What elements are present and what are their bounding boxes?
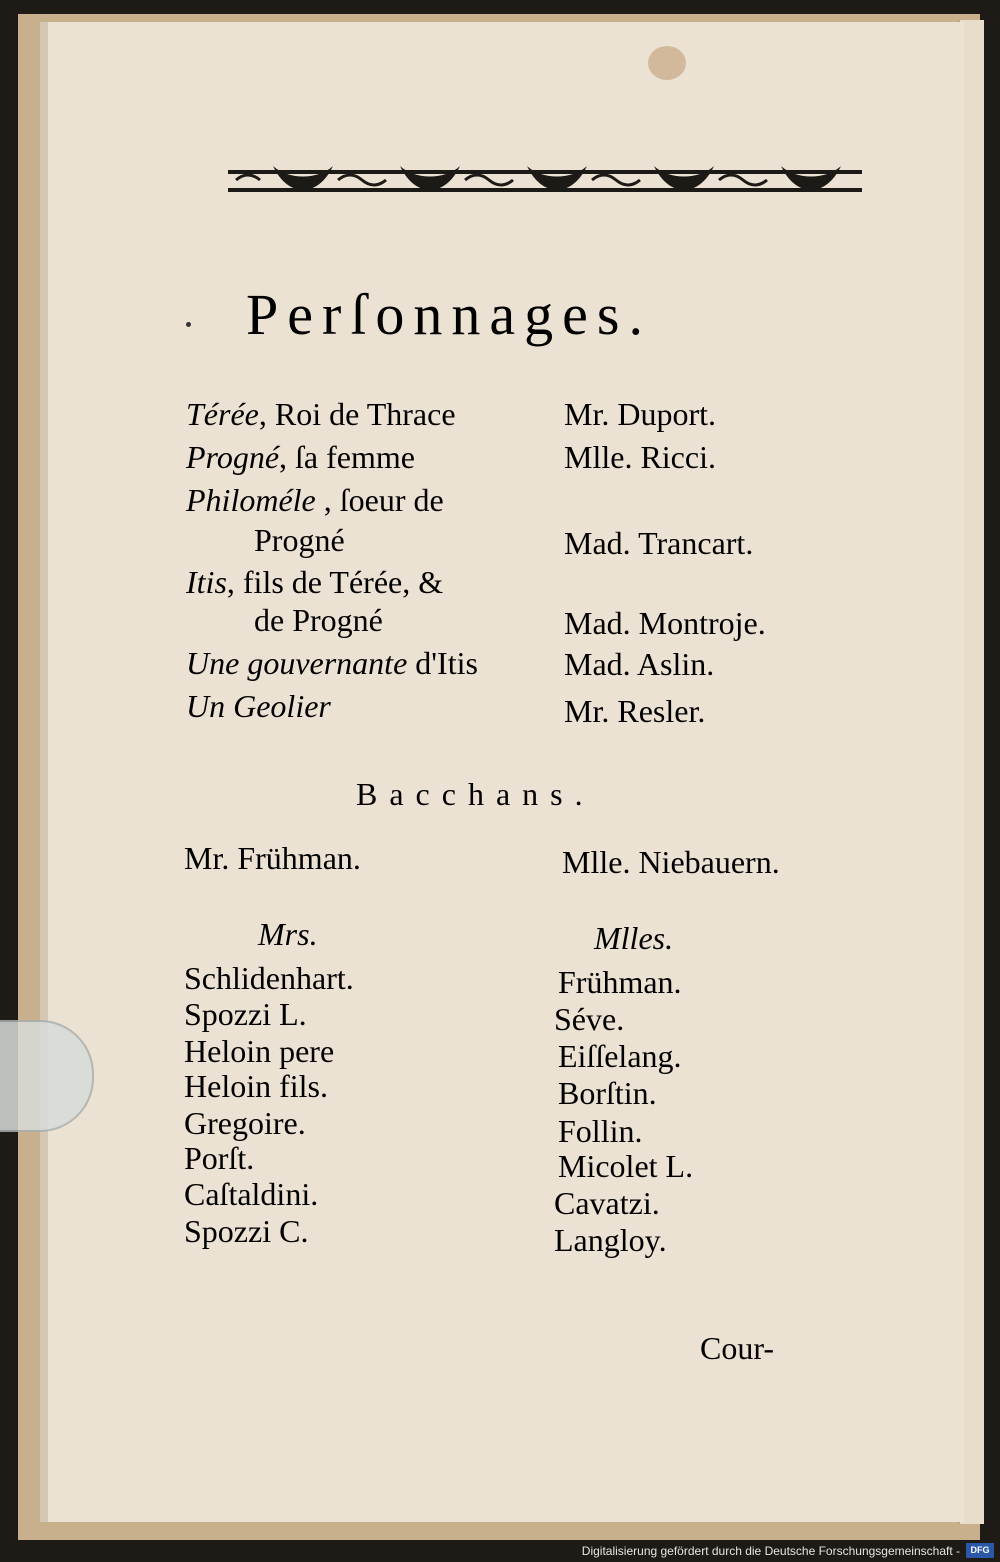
cast-performer: Mlle. Ricci. [564, 439, 716, 475]
cast-performer: Mr. Duport. [564, 396, 716, 432]
men-list-item: Gregoire. [184, 1105, 306, 1141]
cast-description: , Roi de Thrace [258, 396, 456, 432]
footer-bar [0, 1540, 1000, 1562]
cast-description: , ſa femme [279, 439, 415, 475]
women-label: Mlles. [594, 920, 674, 956]
men-list-item: Spozzi L. [184, 996, 307, 1032]
women-list-item: Frühman. [558, 964, 682, 1000]
women-list-item: Cavatzi. [554, 1185, 660, 1221]
cast-performer: Mad. Montroje. [564, 605, 766, 641]
book-page [40, 22, 964, 1522]
cast-role: Itis [186, 564, 227, 600]
cast-role: Un Geolier [186, 688, 331, 724]
cast-role: Philoméle [186, 482, 316, 518]
men-list-item: Schlidenhart. [184, 960, 354, 996]
catchword: Cour- [700, 1330, 775, 1366]
cast-role: Une gouvernante [186, 645, 408, 681]
women-list-item: Borſtin. [558, 1075, 657, 1111]
men-list-item: Spozzi C. [184, 1213, 309, 1249]
cast-row-3 [186, 484, 444, 516]
women-list-item: Séve. [554, 1001, 625, 1037]
cast-performer: Mad. Aslin. [564, 646, 715, 682]
funding-credit: Digitalisierung gefördert durch die Deutsche Forschungsgemeinschaft - [581, 1544, 960, 1558]
bacchans-lead-right: Mlle. Niebauern. [562, 844, 780, 880]
cast-role: Progné [186, 439, 280, 475]
men-list-item: Heloin fils. [184, 1068, 328, 1104]
women-list-item: Langloy. [554, 1222, 667, 1258]
decorative-ornament-band [228, 158, 862, 206]
page-title: Perſonnages. [246, 282, 652, 347]
cast-row-6 [186, 690, 331, 722]
cast-description: , fils de Térée, & [226, 564, 444, 600]
women-list-item: Follin. [558, 1113, 643, 1149]
cast-description: , ſoeur de [315, 482, 444, 518]
ornament-dot [186, 322, 191, 327]
cast-row-1 [186, 398, 456, 430]
dfg-logo: DFG [966, 1543, 994, 1558]
cast-description: d'Itis [407, 645, 478, 681]
cast-description-continued: Progné [254, 522, 345, 558]
bacchans-lead-left: Mr. Frühman. [184, 840, 361, 876]
cast-row-4 [186, 566, 443, 598]
cast-role: Térée [186, 396, 259, 432]
men-label: Mrs. [258, 916, 318, 952]
women-list-item: Micolet L. [558, 1148, 694, 1184]
cast-description-continued: de Progné [254, 602, 383, 638]
men-list-item: Caſtaldini. [184, 1176, 319, 1212]
cast-row-5 [186, 647, 478, 679]
bacchans-heading: Bacchans. [356, 776, 595, 812]
men-list-item: Heloin pere [184, 1033, 335, 1069]
men-list-item: Porſt. [184, 1140, 255, 1176]
cast-performer: Mad. Trancart. [564, 525, 754, 561]
women-list-item: Eiſſelang. [558, 1038, 682, 1074]
cast-performer: Mr. Resler. [564, 693, 706, 729]
paper-stain [648, 46, 686, 80]
cast-row-2 [186, 441, 415, 473]
